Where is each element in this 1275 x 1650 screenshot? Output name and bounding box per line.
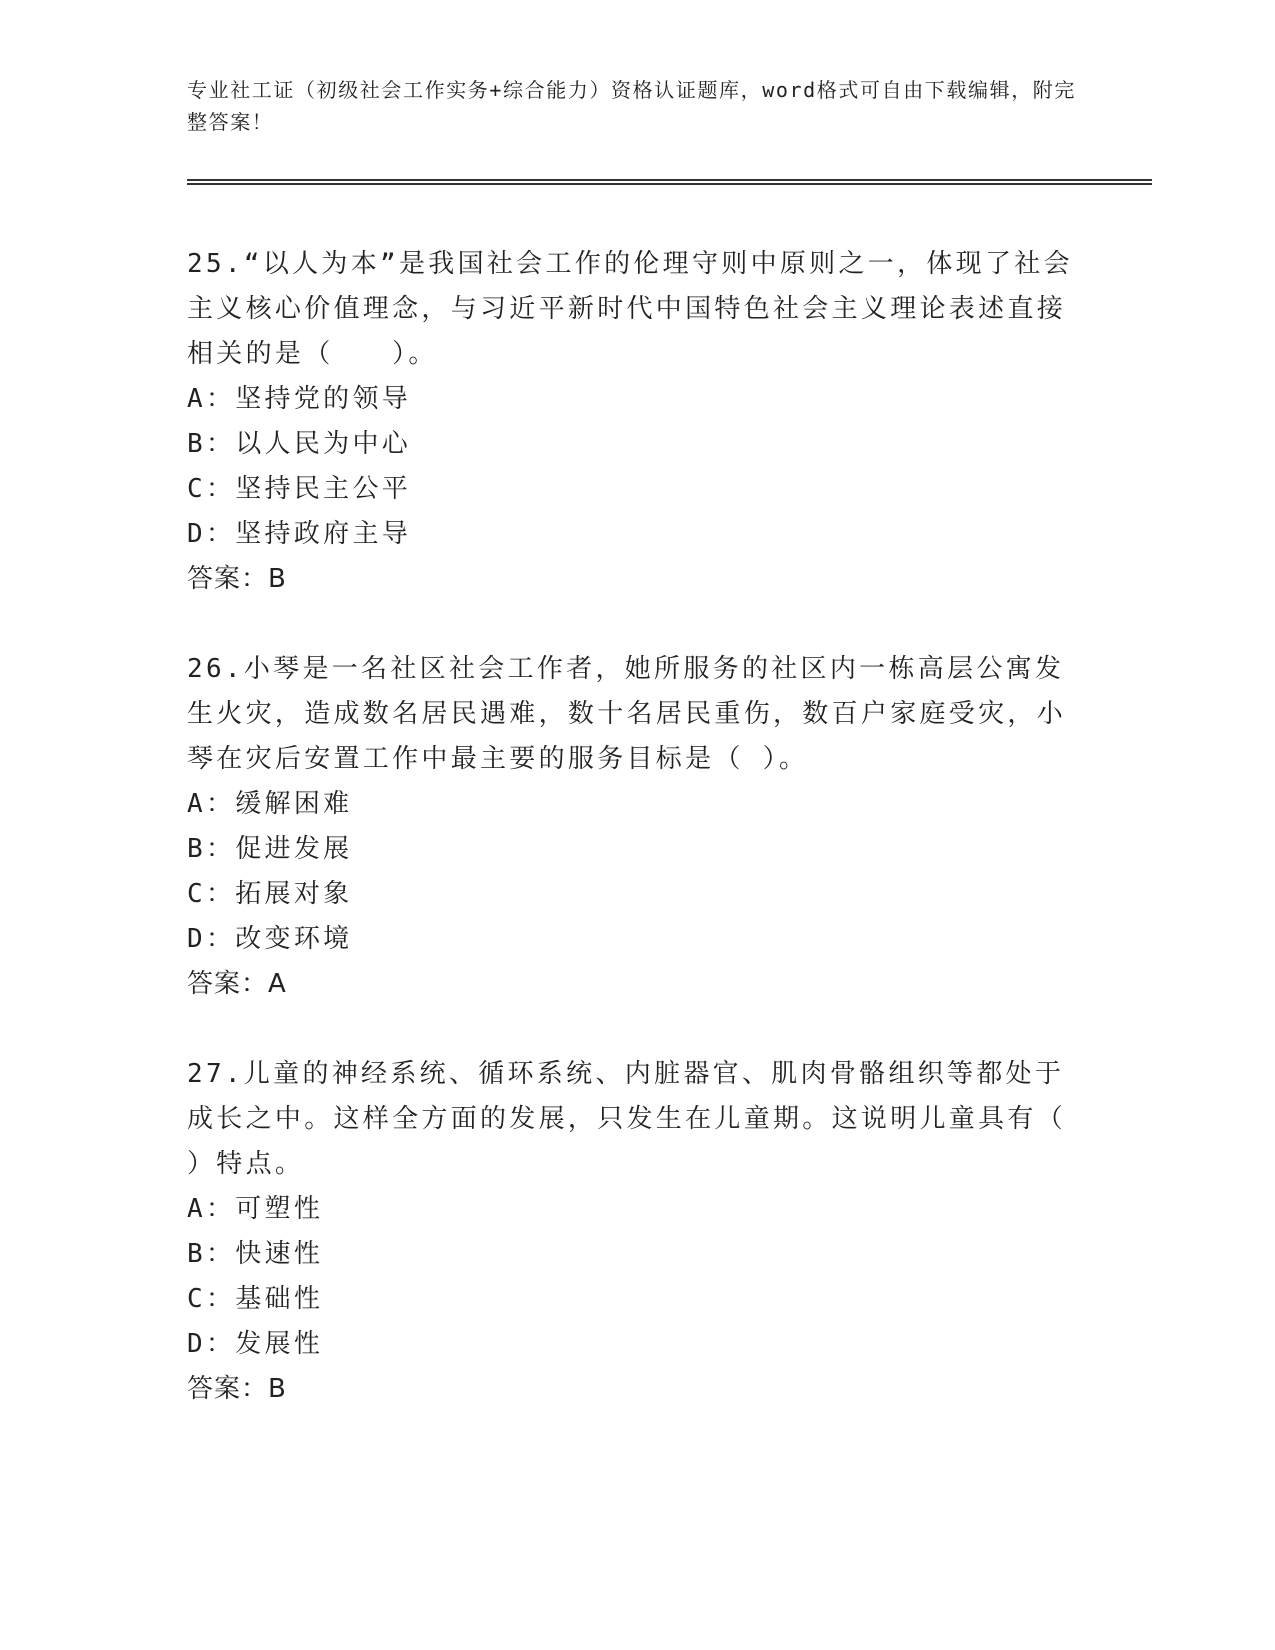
option-d: D：坚持政府主导: [187, 519, 412, 549]
option-c: C：坚持民主公平: [187, 474, 412, 504]
question-27: [187, 1052, 1147, 1412]
option-a: A：缓解困难: [187, 789, 353, 819]
answer-line: 答案：A: [187, 969, 287, 999]
document-header: 专业社工证（初级社会工作实务+综合能力）资格认证题库，word格式可自由下载编辑，附完整答案！: [187, 78, 1077, 134]
option-d: D：改变环境: [187, 924, 353, 954]
option-b: B：快速性: [187, 1239, 324, 1269]
option-a: A：坚持党的领导: [187, 384, 412, 414]
question-stem: 25.“以人为本”是我国社会工作的伦理守则中原则之一，体现了社会主义核心价值理念，与习近平新时代中国特色社会主义理论表述直接相关的是（ ）。: [187, 249, 1073, 369]
question-stem: 27.儿童的神经系统、循环系统、内脏器官、肌肉骨骼组织等都处于成长之中。这样全方面的发展，只发生在儿童期。这说明儿童具有（ ）特点。: [187, 1059, 1067, 1179]
option-c: C：拓展对象: [187, 879, 353, 909]
option-d: D：发展性: [187, 1329, 324, 1359]
answer-line: 答案：B: [187, 564, 287, 594]
option-b: B：促进发展: [187, 834, 353, 864]
answer-line: 答案：B: [187, 1374, 287, 1404]
question-stem: 26.小琴是一名社区社会工作者，她所服务的社区内一栋高层公寓发生火灾，造成数名居民遇难，数十名居民重伤，数百户家庭受灾，小琴在灾后安置工作中最主要的服务目标是（ ）。: [187, 654, 1067, 774]
option-c: C：基础性: [187, 1284, 324, 1314]
option-b: B：以人民为中心: [187, 429, 412, 459]
question-26: [187, 647, 1147, 1007]
question-25: [187, 242, 1147, 602]
header-divider: [187, 179, 1152, 185]
document-page: [187, 74, 1147, 1412]
option-a: A：可塑性: [187, 1194, 324, 1224]
